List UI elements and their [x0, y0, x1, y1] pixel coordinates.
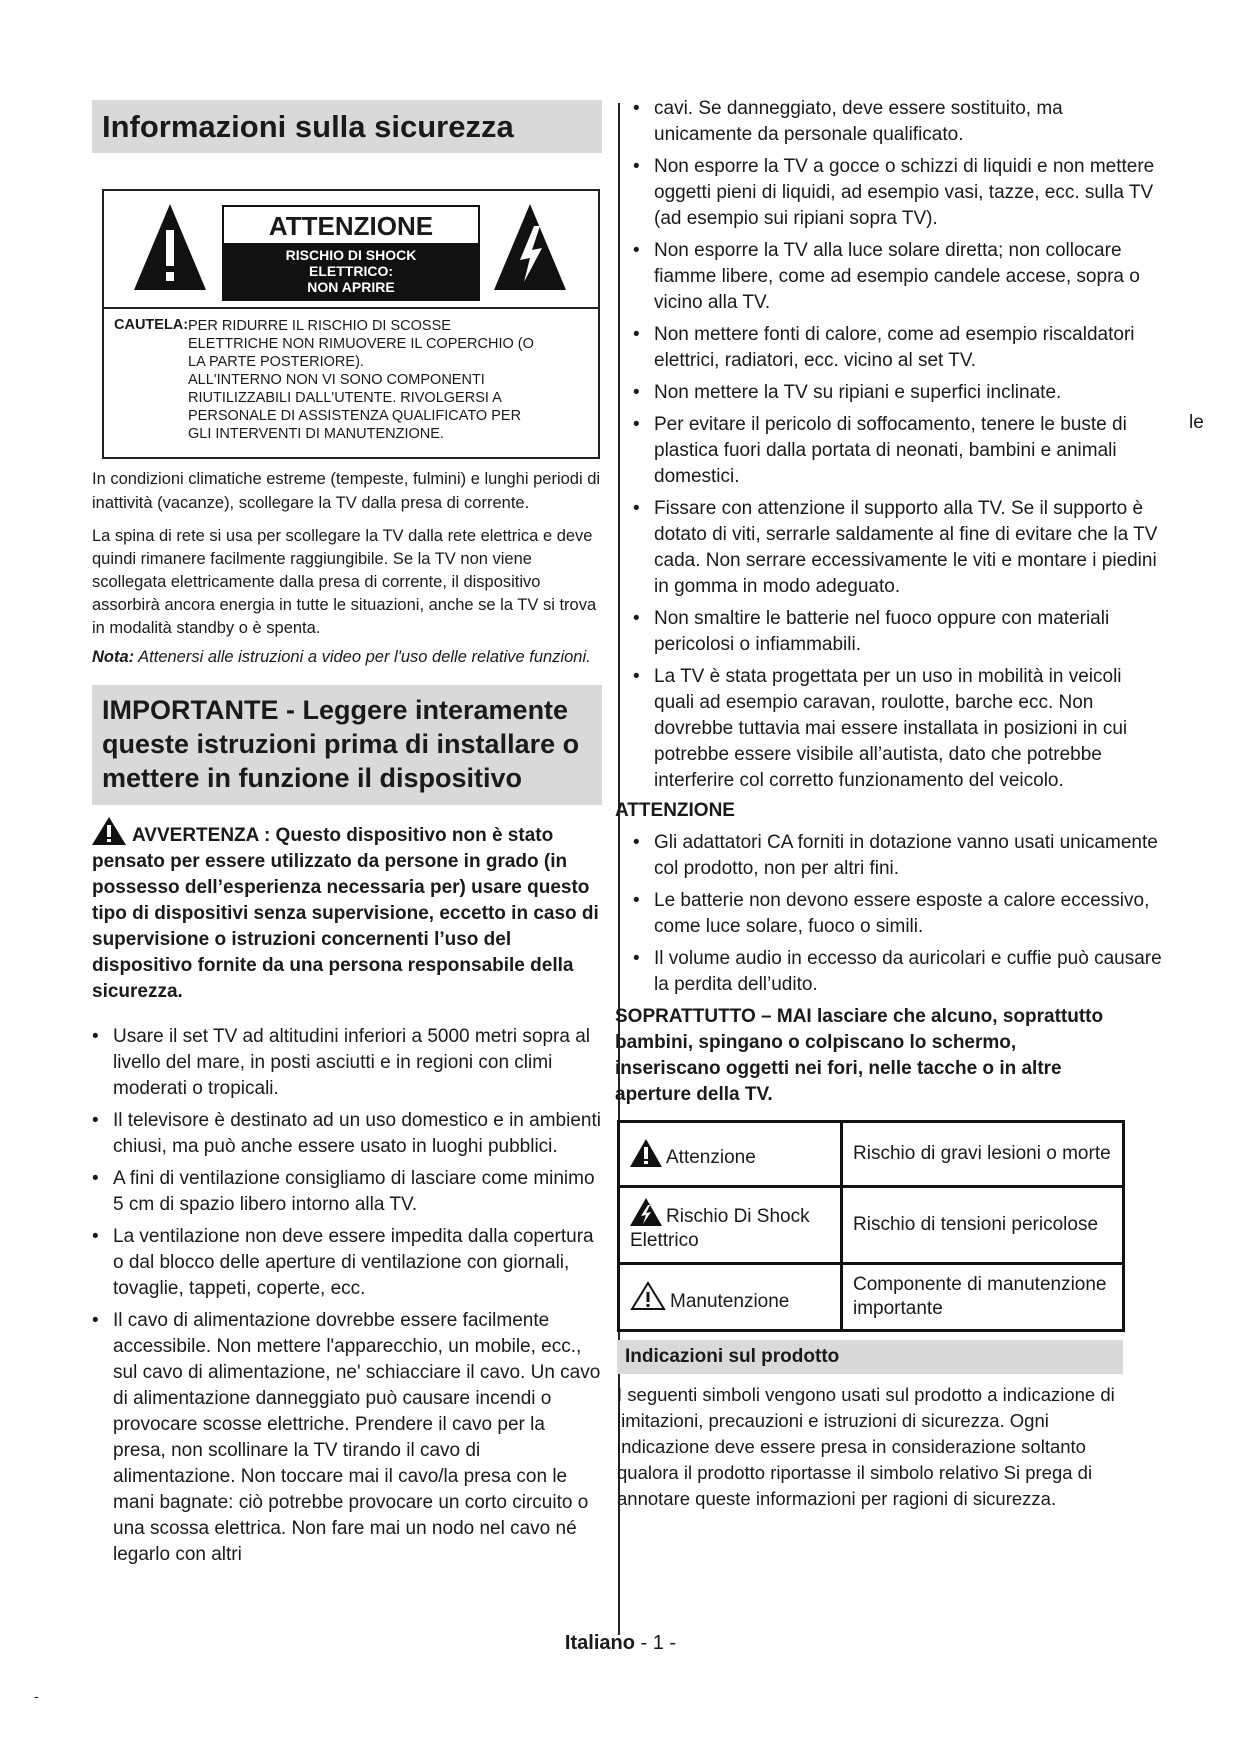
climate-paragraph: In condizioni climatiche estreme (tempeste, fulmini) e lunghi periodi di inattività (vacanze), scollegare la TV dalla presa di corrente. — [92, 470, 601, 512]
attenzione-heading: ATTENZIONE — [268, 211, 434, 241]
warning-triangle-icon — [92, 817, 126, 845]
caution-text — [188, 317, 588, 443]
list-item — [633, 888, 1163, 940]
list-item — [92, 1108, 602, 1160]
symbol-label-cell — [619, 1264, 842, 1331]
continuation-text-span: cavi. Se danneggiato, deve essere sostituito, ma unicamente da personale qualificato. — [654, 98, 1063, 145]
list-item-text: Usare il set TV ad altitudini inferiori a 5000 metri sopra al livello del mare, in posti asciutti e in regioni con climi moderati o tropicali. — [113, 1025, 590, 1099]
lightning-triangle-icon — [494, 204, 566, 290]
list-item-text: Fissare con attenzione il supporto alla TV. Se il supporto è dotato di viti, serrarle saldamente al fine di evitare che la TV cada. Non serrare eccessivamente le viti e montare i piedini in gomma in modo adeguato. — [654, 498, 1158, 597]
symbol-desc-cell: Rischio di gravi lesioni o morte — [842, 1122, 1124, 1187]
caution-line: PER RIDURRE IL RISCHIO DI SCOSSE — [188, 318, 451, 334]
list-item — [633, 412, 1163, 490]
left-bullet-list — [92, 1024, 602, 1568]
warning-box-header — [104, 191, 598, 309]
note-paragraph — [92, 646, 602, 668]
symbol-label-cell — [619, 1187, 842, 1264]
left-column — [92, 100, 602, 1574]
avvertenza-paragraph — [92, 817, 602, 1005]
attenzione-section-heading: ATTENZIONE — [615, 800, 735, 821]
warning-box — [102, 189, 600, 459]
caution-line: ALL'INTERNO NON VI SONO COMPONENTI — [188, 372, 485, 388]
exclamation-triangle-icon — [134, 204, 206, 290]
warning-triangle-icon — [630, 1139, 662, 1167]
avvertenza-text: AVVERTENZA : Questo dispositivo non è stato pensato per essere utilizzato da persone in grado (in possesso dell’esperienza necessaria per) usare questo tipo di dispositivi senza supervisione, eccetto in caso di supervisione o istruzioni concernenti l’uso del dispositivo fornite da una persona responsabile della sicurezza. — [92, 824, 599, 1002]
symbol-label-cell — [619, 1122, 842, 1187]
list-item-text: Il cavo di alimentazione dovrebbe essere facilmente accessibile. Non mettere l'apparecchio, un mobile, ecc., sul cavo di alimentazione, ne' schiacciare il cavo. Un cavo di alimentazione danneggiato può causare incendi o provocare scosse elettriche. Prendere il cavo per la presa, non scollinare la TV tirando il cavo di alimentazione. Non toccare mai il cavo/la presa con le mani bagnate: ciò potrebbe provocare un corto circuito o una scossa elettrica. Non fare mai un nodo nel cavo né legarlo con altri — [113, 1309, 601, 1565]
soprattutto-paragraph: SOPRATTUTTO – MAI lasciare che alcuno, soprattutto bambini, spingano o colpiscano lo schermo, inseriscano oggetti nei fori, nelle tacche o in altre aperture della TV. — [615, 1006, 1104, 1105]
mains-plug-paragraph: La spina di rete si usa per scollegare la TV dalla rete elettrica e deve quindi rimanere facilmente raggiungibile. Se la TV non viene scollegata elettricamente dalla presa di corrente, il dispositivo assorbirà ancora energia in tutte le situazioni, anche se la TV si trova in modalità standby o è spenta. — [92, 527, 597, 637]
shock-risk-line-1: RISCHIO DI SHOCK — [285, 247, 417, 263]
indicazioni-heading: Indicazioni sul prodotto — [617, 1340, 1123, 1374]
list-item — [92, 1224, 602, 1302]
footer-language: Italiano — [564, 1632, 635, 1654]
symbol-label: Attenzione — [666, 1146, 756, 1168]
list-item — [633, 238, 1163, 316]
table-row — [619, 1187, 1124, 1264]
list-item — [92, 1024, 602, 1102]
symbol-desc-cell: Rischio di tensioni pericolose — [842, 1187, 1124, 1264]
right-bullet-list — [633, 96, 1163, 794]
list-item — [633, 606, 1163, 658]
list-item-text: Non smaltire le batterie nel fuoco oppure con materiali pericolosi o infiammabili. — [654, 608, 1110, 655]
note-label: Nota: — [92, 648, 135, 666]
outline-warning-icon — [630, 1281, 666, 1311]
caution-line: LA PARTE POSTERIORE). — [188, 354, 364, 370]
list-item-text: A fini di ventilazione consigliamo di lasciare come minimo 5 cm di spazio libero intorno alla TV. — [113, 1167, 595, 1215]
footer-page-number: - 1 - — [640, 1632, 677, 1654]
page-footer — [0, 1632, 1241, 1655]
list-item-text: Non mettere fonti di calore, come ad esempio riscaldatori elettrici, radiatori, ecc. vicino al set TV. — [654, 324, 1135, 371]
symbol-label: Manutenzione — [670, 1290, 790, 1312]
important-heading: IMPORTANTE - Leggere interamente queste istruzioni prima di installare o mettere in funzione il dispositivo — [92, 685, 602, 805]
list-item — [633, 496, 1163, 600]
list-item-text: La ventilazione non deve essere impedita dalla copertura o dal blocco delle aperture di ventilazione con giornali, tovaglie, tappeti, coperte, ecc. — [113, 1225, 594, 1299]
list-item-text: Gli adattatori CA forniti in dotazione vanno usati unicamente col prodotto, non per altri fini. — [654, 832, 1158, 879]
list-item — [92, 1308, 602, 1568]
list-item-text: Per evitare il pericolo di soffocamento, tenere le buste di plastica fuori dalla portata di neonati, bambini e animali domestici. — [654, 414, 1127, 487]
list-item-text: Non esporre la TV a gocce o schizzi di liquidi e non mettere oggetti pieni di liquidi, ad esempio vasi, tazze, ecc. sulla TV (ad esempio sui ripiani sopra TV). — [654, 156, 1155, 229]
list-item-text: Il volume audio in eccesso da auricolari e cuffie può causare la perdita dell’udito. — [654, 948, 1162, 995]
shock-risk-line-3: NON APRIRE — [307, 279, 395, 295]
caution-line: GLI INTERVENTI DI MANUTENZIONE. — [188, 426, 444, 442]
edge-text-fragment: le — [1189, 412, 1204, 433]
table-row — [619, 1264, 1124, 1331]
shock-risk-label — [224, 243, 478, 299]
note-text: Attenersi alle istruzioni a video per l'uso delle relative funzioni. — [138, 648, 591, 666]
list-item — [633, 946, 1163, 998]
list-item — [92, 1166, 602, 1218]
list-item — [633, 664, 1163, 794]
right-column — [615, 96, 1163, 1512]
table-row — [619, 1122, 1124, 1187]
caution-line: ELETTRICHE NON RIMUOVERE IL COPERCHIO (O — [188, 336, 534, 352]
list-item-text: Il televisore è destinato ad un uso domestico e in ambienti chiusi, ma può anche essere usato in luoghi pubblici. — [113, 1109, 601, 1157]
shock-triangle-icon — [630, 1198, 662, 1226]
continuation-text — [633, 96, 1163, 148]
caution-label: CAUTELA: — [114, 317, 189, 333]
symbol-desc-cell: Componente di manutenzione importante — [842, 1264, 1124, 1331]
list-item-text: La TV è stata progettata per un uso in mobilità in veicoli quali ad esempio caravan, roulotte, barche ecc. Non dovrebbe tuttavia mai essere installata in posizioni in cui potrebbe essere visibile all’autista, dato che potrebbe interferire col corretto funzionamento del veicolo. — [654, 666, 1128, 791]
attenzione-label-box — [222, 205, 480, 301]
list-item — [633, 154, 1163, 232]
list-item-text: Le batterie non devono essere esposte a calore eccessivo, come luce solare, fuoco o simili. — [654, 890, 1150, 937]
list-item — [633, 830, 1163, 882]
shock-risk-line-2: ELETTRICO: — [309, 263, 393, 279]
attenzione-bullet-list — [633, 830, 1163, 998]
list-item — [633, 380, 1163, 406]
caution-line: RIUTILIZZABILI DALL'UTENTE. RIVOLGERSI A — [188, 390, 502, 406]
page-title: Informazioni sulla sicurezza — [92, 100, 602, 153]
margin-dash: - — [34, 1688, 39, 1704]
list-item-text: Non esporre la TV alla luce solare diretta; non collocare fiamme libere, come ad esempio candele accese, sopra o vicino alla TV. — [654, 240, 1140, 313]
symbol-table — [617, 1120, 1125, 1332]
list-item-text: Non mettere la TV su ripiani e superfici inclinate. — [654, 382, 1062, 403]
caution-line: PERSONALE DI ASSISTENZA QUALIFICATO PER — [188, 408, 522, 424]
indicazioni-paragraph: I seguenti simboli vengono usati sul prodotto a indicazione di limitazioni, precauzioni e istruzioni di sicurezza. Ogni indicazione deve essere presa in considerazione soltanto qualora il prodotto riportasse il simbolo relativo Si prega di annotare queste informazioni per ragioni di sicurezza. — [617, 1384, 1115, 1509]
list-item — [633, 322, 1163, 374]
symbol-label: Rischio Di Shock Elettrico — [630, 1205, 810, 1251]
